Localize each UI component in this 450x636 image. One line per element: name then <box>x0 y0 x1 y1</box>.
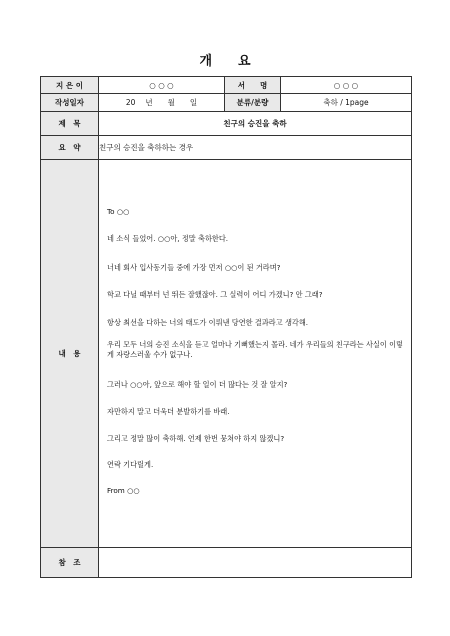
author-row <box>41 77 412 94</box>
letter-paragraph: 네 소식 들었어. ○○아, 정말 축하한다. <box>107 234 229 243</box>
signature-label: 서 명 <box>225 77 281 94</box>
letter-paragraph: 그리고 정말 많이 축하해. 언제 한번 뭉쳐야 하지 않겠니? <box>107 434 285 443</box>
subject-label: 제 목 <box>41 112 99 136</box>
summary-label: 요 약 <box>41 136 99 160</box>
date-label: 작성일자 <box>41 94 99 112</box>
letter-paragraph: 자만하지 말고 더욱더 분발하기를 바래. <box>107 407 230 416</box>
author-value: ○ ○ ○ <box>99 77 225 94</box>
letter-body <box>99 160 411 547</box>
letter-greeting: To ○○ <box>107 207 130 216</box>
reference-value <box>99 548 412 578</box>
summary-form-table <box>40 76 412 578</box>
letter-paragraph: 너네 회사 입사동기들 중에 가장 먼저 ○○이 된 거라며? <box>107 263 281 272</box>
summary-value: 친구의 승진을 축하하는 경우 <box>99 136 412 160</box>
title-part-1: 개 <box>199 54 212 69</box>
content-cell <box>99 160 412 548</box>
content-row <box>41 160 412 548</box>
document-title <box>0 50 450 69</box>
summary-row <box>41 136 412 160</box>
letter-closing: From ○○ <box>107 486 140 495</box>
subject-row <box>41 112 412 136</box>
reference-row <box>41 548 412 578</box>
date-value: 20 년 월 일 <box>99 94 225 112</box>
category-label: 분류/분량 <box>225 94 281 112</box>
letter-paragraph: 그러나 ○○아, 앞으로 해야 할 일이 더 많다는 것 잘 알지? <box>107 380 288 389</box>
date-row <box>41 94 412 112</box>
author-label: 지 은 이 <box>41 77 99 94</box>
subject-value: 친구의 승진을 축하 <box>99 112 412 136</box>
title-part-2: 요 <box>238 54 251 69</box>
letter-paragraph: 학교 다닐 때부터 넌 뛰든 잘했잖아. 그 실력이 어디 가겠니? 안 그래? <box>107 290 323 299</box>
category-value: 축하 / 1page <box>281 94 412 112</box>
letter-paragraph: 우리 모두 너의 승진 소식을 듣고 얼마나 기뻐했는지 몰라. 네가 우리들의 친구라는 사실이 이렇게 자랑스러울 수가 없구나. <box>107 340 403 359</box>
reference-label: 참 조 <box>41 548 99 578</box>
letter-paragraph: 항상 최선을 다하는 너의 태도가 이뤄낸 당연한 결과라고 생각해. <box>107 318 309 327</box>
letter-paragraph: 연락 기다릴게. <box>107 460 154 469</box>
content-label: 내 용 <box>41 160 99 548</box>
signature-value: ○ ○ ○ <box>281 77 412 94</box>
